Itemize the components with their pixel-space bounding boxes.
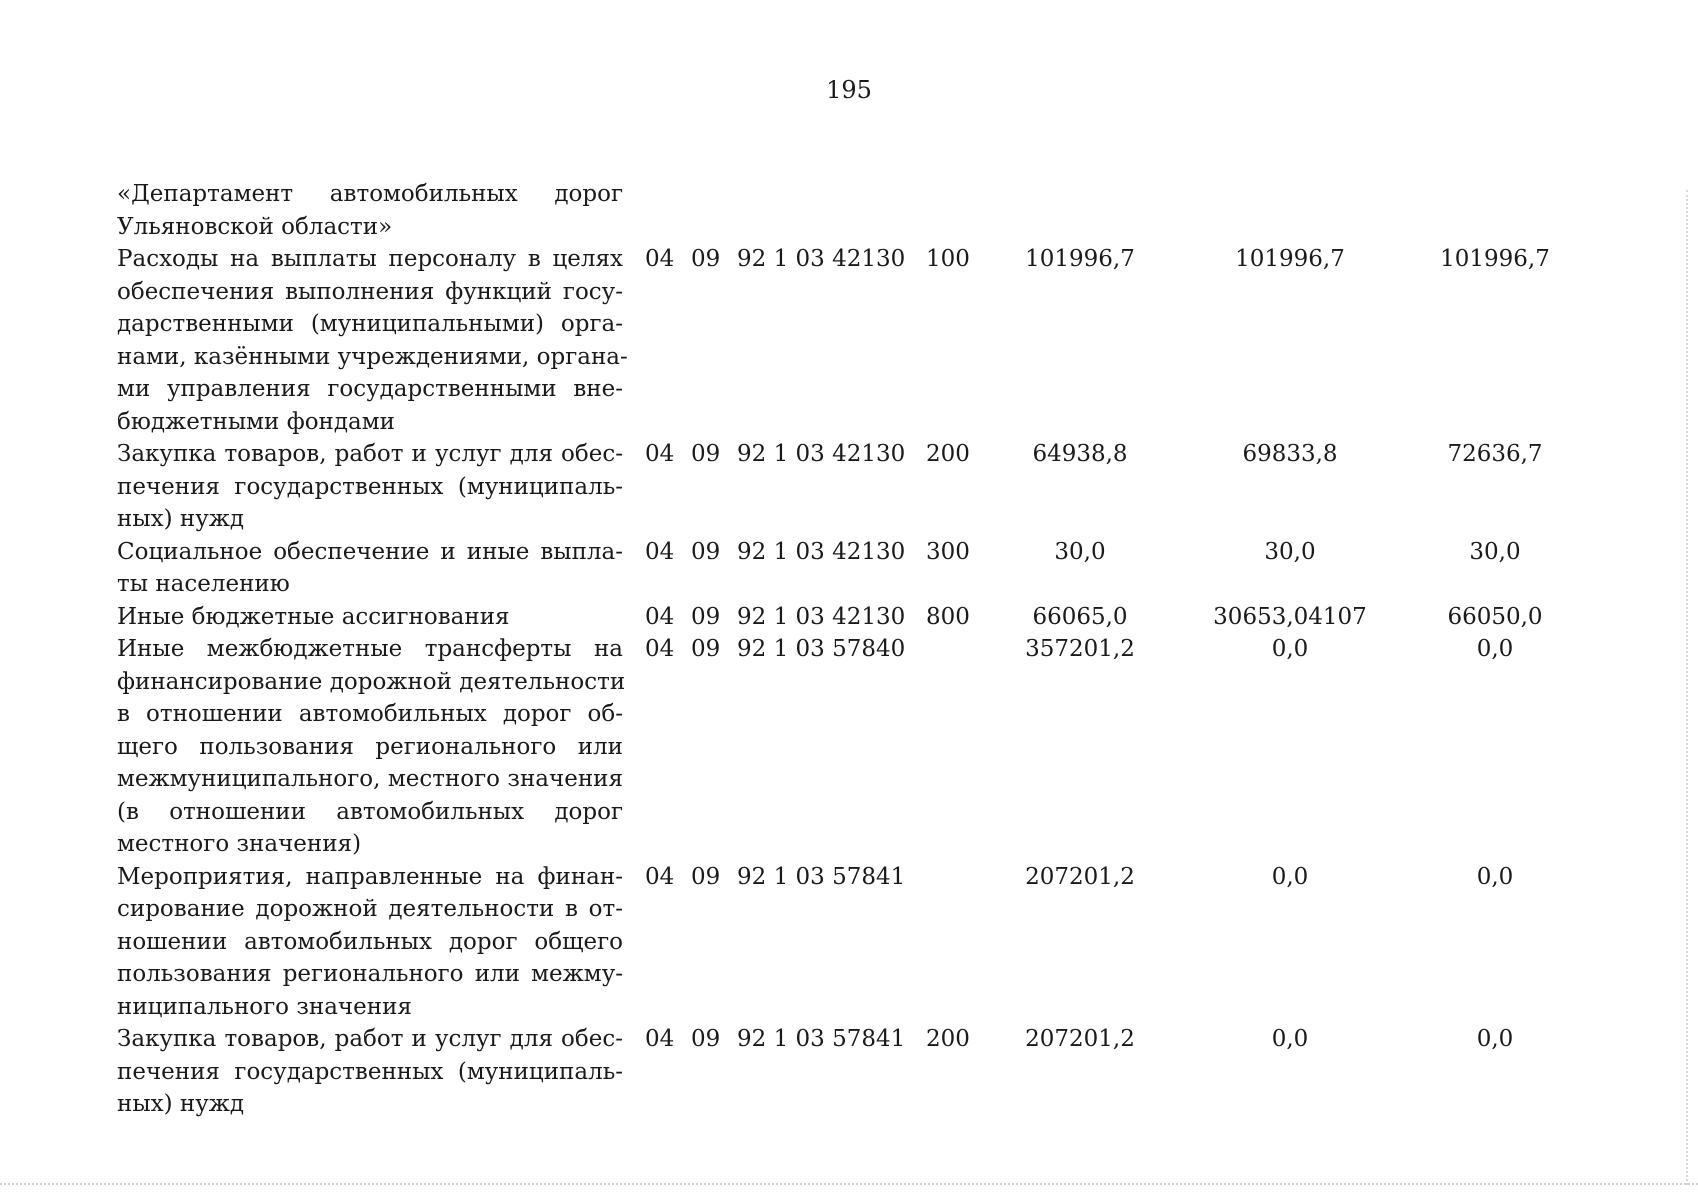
description-line: щего пользования регионального или xyxy=(117,733,623,760)
expense-type-code: 200 xyxy=(926,441,970,467)
amount-year-3: 66050,0 xyxy=(1447,603,1543,630)
target-article-code: 92 1 03 42130 xyxy=(737,603,906,630)
target-article-code: 92 1 03 57841 xyxy=(737,863,906,890)
subsection-code: 09 xyxy=(691,441,721,467)
description-line: финансирование дорожной деятельности xyxy=(117,668,626,695)
amount-year-2: 101996,7 xyxy=(1235,246,1345,272)
description-line: ми управления государственными вне- xyxy=(117,376,623,402)
row-description xyxy=(117,861,623,1024)
subsection-code: 09 xyxy=(691,538,721,565)
amount-year-1: 64938,8 xyxy=(1032,441,1128,467)
amount-year-1: 207201,2 xyxy=(1025,863,1135,890)
subsection-code: 09 xyxy=(691,1026,721,1052)
description-line: Социальное обеспечение и иные выпла- xyxy=(117,538,623,565)
table-row xyxy=(0,243,1550,438)
amount-year-1: 66065,0 xyxy=(1032,603,1128,630)
table-row xyxy=(0,633,1514,861)
amount-year-2: 0,0 xyxy=(1271,863,1309,890)
section-code: 04 xyxy=(645,246,675,272)
description-line: бюджетными фондами xyxy=(117,408,395,435)
target-article-code: 92 1 03 57841 xyxy=(737,1026,906,1052)
table-row xyxy=(0,861,1514,1024)
table-row xyxy=(0,438,1543,536)
row-description xyxy=(117,633,626,861)
amount-year-2: 30,0 xyxy=(1264,538,1316,565)
amount-year-3: 30,0 xyxy=(1469,538,1521,565)
description-line: ных) нужд xyxy=(117,506,245,532)
section-code: 04 xyxy=(645,863,675,890)
subsection-code: 09 xyxy=(691,603,721,630)
expense-type-code: 800 xyxy=(926,603,970,630)
expense-type-code: 200 xyxy=(926,1026,970,1052)
amount-year-3: 101996,7 xyxy=(1440,246,1550,272)
row-description xyxy=(117,178,623,243)
description-line: печения государственных (муниципаль- xyxy=(117,1058,623,1085)
table-row xyxy=(0,536,1521,601)
section-code: 04 xyxy=(645,441,675,467)
description-line: Расходы на выплаты персоналу в целях xyxy=(117,246,623,272)
description-line: пользования регионального или межму- xyxy=(117,961,623,987)
description-line: дарственными (муниципальными) орга- xyxy=(117,311,623,337)
amount-year-1: 30,0 xyxy=(1054,538,1106,565)
description-line: межмуниципального, местного значения xyxy=(117,766,623,792)
subsection-code: 09 xyxy=(691,863,721,890)
amount-year-3: 0,0 xyxy=(1476,863,1514,890)
description-line: местного значения) xyxy=(117,831,362,857)
description-line: Иные межбюджетные трансферты на xyxy=(117,636,623,662)
amount-year-3: 0,0 xyxy=(1476,636,1514,662)
target-article-code: 92 1 03 42130 xyxy=(737,246,906,272)
amount-year-1: 101996,7 xyxy=(1025,246,1135,272)
description-line: Ульяновской области» xyxy=(117,213,393,240)
description-line: ных) нужд xyxy=(117,1091,245,1117)
description-line: Мероприятия, направленные на финан- xyxy=(117,863,623,890)
row-description xyxy=(117,243,628,438)
amount-year-2: 0,0 xyxy=(1271,1026,1309,1052)
page-number: 195 xyxy=(826,76,872,104)
row-description xyxy=(117,438,623,536)
expense-type-code: 300 xyxy=(926,538,970,565)
row-description xyxy=(117,601,623,634)
section-code: 04 xyxy=(645,538,675,565)
amount-year-3: 72636,7 xyxy=(1447,441,1543,467)
description-line: ты населению xyxy=(117,571,290,597)
section-code: 04 xyxy=(645,636,675,662)
amount-year-1: 357201,2 xyxy=(1025,636,1135,662)
expense-type-code: 100 xyxy=(926,246,970,272)
description-line: сирование дорожной деятельности в от- xyxy=(117,896,623,922)
description-line: Иные бюджетные ассигнования xyxy=(117,603,510,630)
target-article-code: 92 1 03 42130 xyxy=(737,538,906,565)
description-line: нами, казёнными учреждениями, органа- xyxy=(117,343,628,370)
target-article-code: 92 1 03 57840 xyxy=(737,636,906,662)
target-article-code: 92 1 03 42130 xyxy=(737,441,906,467)
amount-year-2: 69833,8 xyxy=(1242,441,1338,467)
description-line: ношении автомобильных дорог общего xyxy=(117,928,623,955)
description-line: Закупка товаров, работ и услуг для обес- xyxy=(117,441,623,467)
subsection-code: 09 xyxy=(691,246,721,272)
budget-table xyxy=(0,178,1550,1121)
section-code: 04 xyxy=(645,603,675,630)
amount-year-3: 0,0 xyxy=(1476,1026,1514,1052)
amount-year-2: 30653,04107 xyxy=(1213,603,1367,630)
table-row xyxy=(0,601,1543,634)
scan-edge-right xyxy=(1686,190,1690,1185)
description-line: «Департамент автомобильных дорог xyxy=(117,181,623,207)
description-line: (в отношении автомобильных дорог xyxy=(117,798,623,825)
amount-year-2: 0,0 xyxy=(1271,636,1309,662)
description-line: Закупка товаров, работ и услуг для обес- xyxy=(117,1026,623,1052)
section-code: 04 xyxy=(645,1026,675,1052)
description-line: обеспечения выполнения функций госу- xyxy=(117,278,623,305)
amount-year-1: 207201,2 xyxy=(1025,1026,1135,1052)
description-line: печения государственных (муниципаль- xyxy=(117,473,623,500)
description-line: в отношении автомобильных дорог об- xyxy=(117,701,623,727)
table-row xyxy=(0,1023,1514,1121)
scan-edge-bottom xyxy=(0,1183,1698,1187)
row-description xyxy=(117,1023,623,1121)
description-line: ниципального значения xyxy=(117,993,412,1020)
table-row xyxy=(0,178,623,243)
row-description xyxy=(117,536,623,601)
subsection-code: 09 xyxy=(691,636,721,662)
